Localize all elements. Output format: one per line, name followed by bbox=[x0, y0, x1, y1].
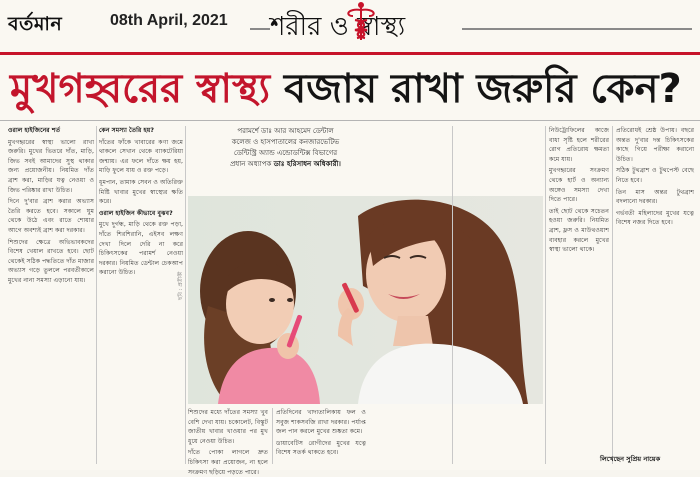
caduceus-icon bbox=[343, 0, 379, 42]
paragraph: শিশুদের মধ্যে দাঁতের সমস্যা খুব বেশি দেখা যায়। চকোলেট, বিস্কুট জাতীয় খাবার খাওয়ার পর মুখ ধুয়ে নেওয়া উচিত। bbox=[188, 409, 268, 445]
mother-daughter-brushing-image bbox=[188, 196, 543, 404]
subhead-how-to-know: ওরাল হাইজিন কীভাবে বুঝব? bbox=[99, 209, 173, 217]
newspaper-name: বর্তমান bbox=[8, 13, 63, 35]
consultant-line: ডেন্টিস্ট্রি অ্যান্ড এন্ডোডন্টিক্স বিভাগের bbox=[233, 149, 338, 157]
article-column-4 bbox=[276, 408, 366, 464]
article-column-2 bbox=[99, 126, 183, 464]
column-rule bbox=[612, 126, 613, 464]
author-credit: লিখেছেন সুপ্রিয় নায়েক bbox=[600, 455, 661, 463]
doctor-name: ডাঃ হরিসাধন অধিকারী। bbox=[273, 160, 341, 168]
column-rule bbox=[452, 126, 453, 464]
article-column-1 bbox=[8, 126, 94, 464]
article-column-6 bbox=[616, 126, 694, 452]
article-column-3 bbox=[188, 408, 268, 476]
paragraph: দাঁতে পোকা লাগলে দ্রুত চিকিৎসা করা প্রয়োজন, না হলে সংক্রমণ ছড়িয়ে পড়তে পারে। bbox=[188, 449, 268, 476]
article-photo bbox=[188, 196, 543, 404]
headline-red-part: মুখগহ্বরের স্বাস্থ্য bbox=[10, 66, 271, 112]
paragraph: দাঁতের ফাঁকে খাবারের কণা জমে থাকলে সেখান থেকে ব্যাকটেরিয়া জন্মায়। এর ফলে দাঁতে ক্ষয় হয়, মাড়ি ফুলে যায় ও রক্ত পড়ে। bbox=[99, 138, 183, 175]
article-column-5 bbox=[549, 126, 609, 464]
consultant-line: কলেজ ও হাসপাতালের কনজারভেটিভ bbox=[231, 138, 340, 146]
column-rule bbox=[96, 126, 97, 464]
paragraph: মুখে দুর্গন্ধ, মাড়ি থেকে রক্ত পড়া, দাঁতে শিরশিরানি, এইসব লক্ষণ দেখা দিলে দেরি না করে চিকিৎসকের পরামর্শ নেওয়া দরকার। নিয়মিত ডেন্টাল চেকআপ করানো উচিত। bbox=[99, 221, 183, 277]
paragraph: শিশুদের ক্ষেত্রে অভিভাবকদের বিশেষ খেয়াল রাখতে হবে। ছোট থেকেই সঠিক পদ্ধতিতে দাঁত মাজার অভ্যাস গড়ে তুললে পরবর্তীকালে মুখের নানা সমস্যা এড়ানো যায়। bbox=[8, 238, 94, 284]
masthead bbox=[0, 0, 700, 52]
headline-black-part: বজায় রাখা জরুরি কেন? bbox=[284, 66, 682, 112]
consultant-credit bbox=[188, 126, 383, 196]
paragraph: প্রতিদিনের খাদ্যতালিকায় ফল ও সবুজ শাকসবজি রাখা দরকার। পর্যাপ্ত জল পান করলে মুখের শুষ্কতা কমে। bbox=[276, 409, 366, 436]
paragraph: মুখগহ্বরের স্বাস্থ্য ভালো রাখা জরুরি। মুখের ভিতরে দাঁত, মাড়ি, জিভ সবই আমাদের সুস্থ থাকার জন্য প্রয়োজনীয়। নিয়মিত দাঁত ব্রাশ করা, মাড়ির যত্ন নেওয়া ও জিভ পরিষ্কার রাখা উচিত। bbox=[8, 138, 94, 194]
paragraph: সঠিক টুথব্রাশ ও টুথপেস্ট বেছে নিতে হবে। bbox=[616, 167, 694, 184]
paragraph: মুখগহ্বরের সংক্রমণ থেকে হার্ট ও অন্যান্য অঙ্গেও সমস্যা দেখা দিতে পারে। bbox=[549, 167, 609, 204]
headline-rule bbox=[0, 120, 700, 121]
consultant-line: পরামর্শে ডাঃ আর আহমেদ ডেন্টাল bbox=[237, 127, 334, 135]
consultant-line: প্রধান অধ্যাপক bbox=[230, 160, 272, 168]
column-rule bbox=[272, 408, 273, 464]
section-title: শরীর ও স্বাস্থ্য bbox=[270, 12, 406, 42]
paragraph: ধূমপান, তামাক সেবন ও অতিরিক্ত মিষ্টি খাবার মুখের স্বাস্থ্যের ক্ষতি করে। bbox=[99, 178, 183, 206]
paragraph: তিন মাস অন্তর টুথব্রাশ বদলানো দরকার। bbox=[616, 188, 694, 206]
paragraph: ডায়াবেটিস রোগীদের মুখের যত্নে বিশেষ সতর্ক থাকতে হবে। bbox=[276, 439, 366, 457]
masthead-divider bbox=[0, 52, 700, 55]
paragraph: প্রতিরোধই শ্রেষ্ঠ উপায়। বছরে অন্তত দু'বার দন্ত চিকিৎসকের কাছে গিয়ে পরীক্ষা করানো উচিত। bbox=[616, 127, 694, 163]
section-rule-left bbox=[250, 28, 270, 30]
headline bbox=[0, 60, 700, 118]
subhead-why-problems: কেন সমস্যা তৈরি হয়? bbox=[99, 127, 154, 134]
paragraph: দিনে দু'বার ব্রাশ করার অভ্যাস তৈরি করতে হবে। সকালে ঘুম থেকে উঠে এবং রাতে শোয়ার আগে অবশ্যই ব্রাশ করা দরকার। bbox=[8, 198, 94, 234]
photo-credit: ছবি : প্রতীকী bbox=[178, 271, 184, 300]
paragraph: তাই ছোট থেকে সচেতন হওয়া জরুরি। নিয়মিত ব্রাশ, ফ্লস ও মাউথওয়াশ ব্যবহার করলে মুখের স্বাস্থ্য ভালো থাকে। bbox=[549, 207, 609, 254]
paragraph: নিউট্রোফিলের কাজে বাধা সৃষ্টি হলে শরীরের রোগ প্রতিরোধ ক্ষমতা কমে যায়। bbox=[549, 127, 609, 163]
column-rule bbox=[545, 126, 546, 464]
paragraph: গর্ভবতী মহিলাদের মুখের যত্নে বিশেষ নজর দিতে হবে। bbox=[616, 209, 694, 227]
publication-date: 08th April, 2021 bbox=[110, 12, 228, 29]
article-column-5-bottom bbox=[455, 408, 535, 464]
section-rule-right bbox=[462, 28, 692, 30]
subhead-oral-hygiene: ওরাল হাইজিনের শর্ত bbox=[8, 127, 61, 134]
